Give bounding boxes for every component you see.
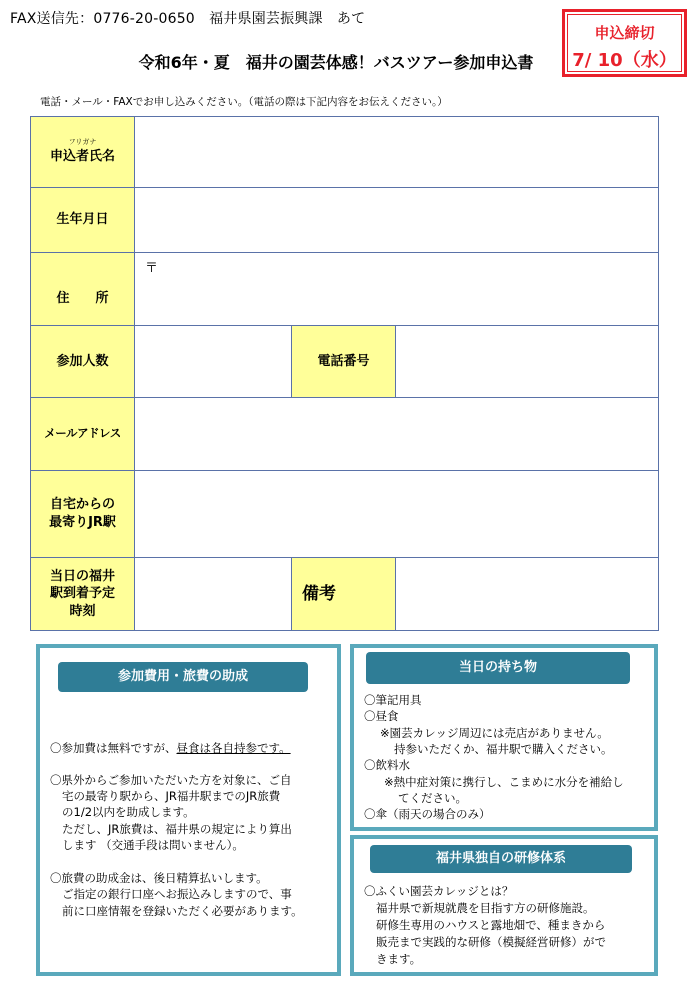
birthdate-label: 生年月日: [31, 188, 135, 253]
items-line-7: てください。: [398, 791, 467, 805]
fees-line-1: 〇参加費は無料ですが、昼食は各自持参です。: [50, 741, 291, 755]
participants-field[interactable]: [135, 326, 292, 398]
fees-box: [36, 644, 341, 976]
fees-line-3: 宅の最寄り駅から、JR福井駅までのJR旅費: [62, 789, 281, 803]
remarks-field[interactable]: [396, 558, 659, 631]
birthdate-field[interactable]: [135, 188, 659, 253]
fax-destination: FAX送信先：0776-20-0650 福井県園芸振興課 あて: [10, 11, 366, 27]
training-title: 福井県独自の研修体系: [370, 845, 632, 873]
fees-line-6: します （交通手段は問いません）。: [62, 838, 244, 852]
items-box: [350, 644, 658, 831]
fees-line-2: 〇県外からご参加いただいた方を対象に、ご自: [50, 773, 292, 787]
items-title: 当日の持ち物: [366, 652, 630, 684]
items-line-3: ※園芸カレッジ周辺には売店がありません。: [380, 726, 609, 740]
items-line-2: 〇昼食: [364, 709, 399, 723]
arrival-time-field[interactable]: [135, 558, 292, 631]
page-title: 令和6年・夏 福井の園芸体感！バスツアー参加申込書: [138, 53, 534, 72]
fees-line-9: 前に口座情報を登録いただく必要があります。: [62, 904, 303, 918]
name-label: フリガナ 申込者氏名: [31, 117, 135, 188]
postal-mark: 〒: [145, 261, 159, 276]
station-field[interactable]: [135, 471, 659, 558]
items-line-6: ※熱中症対策に携行し、こまめに水分を補給し: [384, 775, 624, 789]
phone-field[interactable]: [396, 326, 659, 398]
fees-line-7: 〇旅費の助成金は、後日精算払いします。: [50, 871, 268, 885]
participants-label: 参加人数: [31, 326, 135, 398]
instruction-text: 電話・メール・FAXでお申し込みください。（電話の際は下記内容をお伝えください。）: [40, 96, 448, 108]
training-line-1: 〇ふくい園芸カレッジとは？: [364, 884, 514, 898]
address-label: 住 所: [31, 253, 135, 326]
phone-label: 電話番号: [292, 326, 396, 398]
fees-title: 参加費用・旅費の助成: [58, 662, 308, 692]
training-line-5: きます。: [376, 952, 422, 966]
fees-line-8: ご指定の銀行口座へお振込みしますので、事: [62, 887, 292, 901]
arrival-time-label: 当日の福井 駅到着予定 時刻: [31, 558, 135, 631]
training-line-3: 研修生専用のハウスと露地畑で、種まきから: [376, 918, 606, 932]
training-line-4: 販売まで実践的な研修（模擬経営研修）がで: [376, 935, 606, 949]
fees-line-4: の1/2以内を助成します。: [62, 805, 195, 819]
training-line-2: 福井県で新規就農を目指す方の研修施設。: [376, 901, 595, 915]
items-line-8: 〇傘（雨天の場合のみ）: [364, 807, 491, 821]
name-field[interactable]: [135, 117, 659, 188]
station-label: 自宅からの 最寄りJR駅: [31, 471, 135, 558]
deadline-label: 申込締切: [594, 24, 655, 42]
furigana-label: フリガナ: [68, 137, 97, 146]
email-label: メールアドレス: [31, 398, 135, 471]
deadline-date: 7/ 10（水）: [572, 50, 677, 71]
email-field[interactable]: [135, 398, 659, 471]
application-form: [30, 116, 659, 631]
address-field[interactable]: [135, 253, 659, 326]
fees-line-5: ただし、JR旅費は、福井県の規定により算出: [62, 822, 292, 836]
items-line-5: 〇飲料水: [364, 758, 410, 772]
items-line-1: 〇筆記用具: [364, 693, 422, 707]
remarks-label: 備考: [292, 558, 396, 631]
items-line-4: 持参いただくか、福井駅で購入ください。: [394, 742, 613, 756]
training-box: [350, 835, 658, 976]
